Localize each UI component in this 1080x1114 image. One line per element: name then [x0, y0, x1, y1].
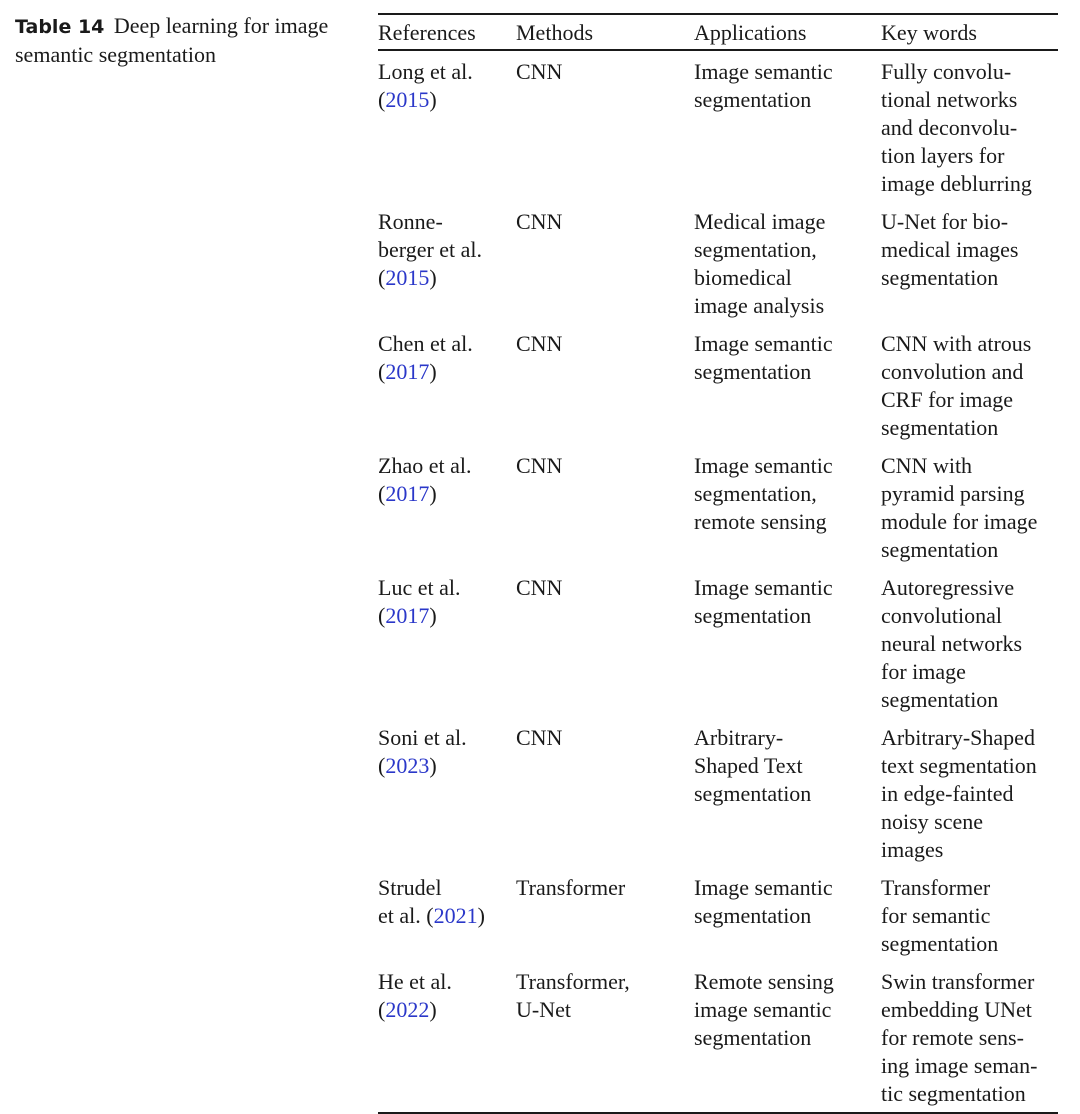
- table-row: [378, 961, 1058, 1113]
- header-row: [378, 14, 1058, 50]
- cell-keywords: CNN with atrous convolution and CRF for image segmentation: [881, 331, 1032, 440]
- table-label: Table 14: [15, 16, 105, 38]
- citation-year-link[interactable]: 2023: [385, 753, 430, 778]
- cell-keywords: Fully convolu- tional networks and deconvolu- tion layers for image deblurring: [881, 59, 1032, 196]
- cell-reference: Zhao et al. (2017): [378, 453, 472, 506]
- cell-keywords: Arbitrary-Shaped text segmentation in edge-fainted noisy scene images: [881, 725, 1037, 862]
- cell-reference: Soni et al. (2023): [378, 725, 467, 778]
- table-row: [378, 717, 1058, 867]
- cell-application: Image semantic segmentation, remote sensing: [694, 453, 833, 534]
- cell-application: Image semantic segmentation: [694, 875, 833, 928]
- table-row: [378, 567, 1058, 717]
- table-container: [378, 13, 1058, 1114]
- cell-application: Medical image segmentation, biomedical image analysis: [694, 209, 826, 318]
- cell-application: Image semantic segmentation: [694, 575, 833, 628]
- citation-year-link[interactable]: 2017: [385, 359, 430, 384]
- cell-method: CNN: [516, 575, 563, 600]
- citation-year-link[interactable]: 2022: [385, 997, 430, 1022]
- table-caption: [15, 12, 335, 68]
- cell-application: Remote sensing image semantic segmentation: [694, 961, 881, 1113]
- cell-reference: Luc et al. (2017): [378, 575, 461, 628]
- cell-method: CNN: [516, 725, 563, 750]
- table-row: [378, 201, 1058, 323]
- citation-year-link[interactable]: 2015: [385, 265, 430, 290]
- table-row: [378, 867, 1058, 961]
- cell-application: Arbitrary- Shaped Text segmentation: [694, 725, 812, 806]
- header-methods: Methods: [516, 20, 593, 45]
- cell-method: Transformer, U-Net: [516, 961, 694, 1113]
- cell-keywords: Autoregressive convolutional neural networks for image segmentation: [881, 575, 1023, 712]
- header-key-words: Key words: [881, 20, 977, 45]
- cell-application: Image semantic segmentation: [694, 59, 833, 112]
- table-row: [378, 445, 1058, 567]
- citation-year-link[interactable]: 2017: [385, 603, 430, 628]
- cell-method: CNN: [516, 59, 563, 84]
- cell-keywords: CNN with pyramid parsing module for image segmentation: [881, 453, 1038, 562]
- cell-application: Image semantic segmentation: [694, 331, 833, 384]
- cell-reference: Chen et al. (2017): [378, 331, 473, 384]
- cell-reference: Ronne- berger et al. (2015): [378, 209, 483, 290]
- cell-method: CNN: [516, 453, 563, 478]
- header-references: References: [378, 20, 476, 45]
- cell-reference: He et al. (2022): [378, 961, 516, 1113]
- segmentation-table: [378, 13, 1058, 1114]
- cell-reference: Long et al. (2015): [378, 59, 473, 112]
- header-applications: Applications: [694, 20, 807, 45]
- cell-keywords: U-Net for bio- medical images segmentation: [881, 209, 1019, 290]
- citation-year-link[interactable]: 2015: [385, 87, 430, 112]
- cell-keywords: Transformer for semantic segmentation: [881, 875, 999, 956]
- table-caption-text: Deep learning for image semantic segmentation: [15, 13, 329, 67]
- citation-year-link[interactable]: 2017: [385, 481, 430, 506]
- cell-method: CNN: [516, 331, 563, 356]
- table-row: [378, 50, 1058, 201]
- cell-method: CNN: [516, 209, 563, 234]
- citation-year-link[interactable]: 2021: [433, 903, 478, 928]
- table-row: [378, 323, 1058, 445]
- cell-method: Transformer: [516, 875, 626, 900]
- cell-keywords: Swin transformer embedding UNet for remote sens- ing image seman- tic segmentation: [881, 961, 1058, 1113]
- cell-reference: Strudel et al. (2021): [378, 875, 485, 928]
